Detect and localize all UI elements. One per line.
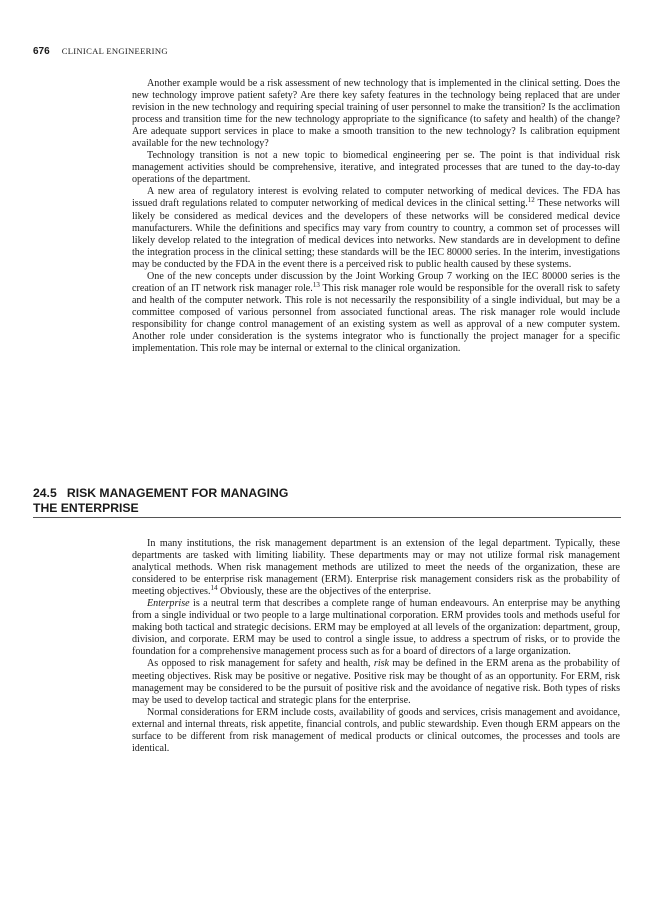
paragraph-text: is a neutral term that describes a complete range of human endeavours. An enterprise may be anything from a single individual or two people to a large multinational corporation. ERM provides tools and methods useful for making both tactical and strategic decisions. ERM may be employed at all levels of the organization: department, group, division, and corporate. ERM may be used to control a single issue, to address a spectrum of risks, or to provide the foundation for a comprehensive management process such as for a board of directors of a large organization.: [132, 598, 620, 658]
footnote-ref-14: 14: [210, 584, 218, 593]
italic-term: Enterprise: [147, 598, 190, 610]
paragraph-text: One of the new concepts under discussion by the Joint Working Group 7 working on the IEC 80000 series is the creation of an IT network risk manager role.: [132, 270, 620, 294]
paragraph: Technology transition is not a new topic to biomedical engineering per se. The point is that individual risk management activities should be comprehensive, iterative, and integrated processes that are tuned to the day-to-day operations of the department.: [132, 150, 620, 186]
footnote-ref-12: 12: [527, 196, 535, 205]
paragraph-text: These networks will likely be considered as medical devices and the developers of these networks will be considered medical device manufacturers. While the definitions and specifics may vary from country to country, a common set of processes will likely develop related to the integration of medical devices into networks. New standards are in development to define the integration process in the clinical setting; these standards will be the IEC 80000 series. In the interim, investigations may be conducted by the FDA in the event there is a perceived risk to public health caused by these systems.: [132, 198, 620, 270]
body-text-top: [132, 78, 620, 355]
footnote-ref-13: 13: [312, 280, 320, 289]
paragraph-text: A new area of regulatory interest is evolving related to computer networking of medical devices. The FDA has issued draft regulations related to computer networking of medical devices in the clinical setting.: [132, 186, 620, 210]
section-heading: [33, 486, 333, 515]
section-rule: [33, 517, 621, 518]
italic-term: risk: [373, 658, 390, 670]
paragraph-text: may be defined in the ERM arena as the probability of meeting objectives. Risk may be positive or negative. Positive risk may be thought of as an opportunity. For ERM, risk management may be considered to be the pursuit of positive risk and the avoidance of negative risk. Both types of risks may be used to develop tactical and strategic plans for the enterprise.: [132, 658, 621, 706]
paragraph: [132, 186, 620, 270]
body-text-bottom: [132, 538, 620, 755]
page-number: 676: [33, 46, 50, 57]
paragraph: Normal considerations for ERM include costs, availability of goods and services, crisis management and avoidance, external and internal threats, risk appetite, financial controls, and public stewardship. Even though ERM appears on the surface to be different from risk management of medical products or clinical outcomes, the processes and tools are identical.: [132, 706, 620, 754]
paragraph-text: As opposed to risk management for safety and health,: [147, 658, 374, 670]
running-title: CLINICAL ENGINEERING: [61, 46, 168, 56]
paragraph: [132, 598, 620, 658]
paragraph: Another example would be a risk assessment of new technology that is implemented in the clinical setting. Does the new technology improve patient safety? Are there key safety features in the technology being replaced that are under revision in the new technology and requiring special training of user personnel to make the transition? Is the acclimation process and transition time for the new technology appropriate to the significance (to safety and health) of the change? Are adequate support services in place to make a smooth transition to the new technology? Is calibration equipment available for the new technology?: [132, 78, 620, 150]
paragraph-text: Obviously, these are the objectives of the enterprise.: [217, 586, 431, 598]
paragraph: [132, 658, 620, 706]
section-number: 24.5: [33, 486, 57, 500]
paragraph: [132, 538, 620, 598]
section-title-line1: RISK MANAGEMENT FOR MANAGING: [66, 486, 289, 500]
paragraph-text: This risk manager role would be responsible for the overall risk to safety and health of the computer network. This role is not necessarily the responsibility of a single individual, but may be a committee composed of various personnel from associated functional areas. The risk manager role would include responsibility for change control management of an existing system as well as approval of a new computer system. Another role under consideration is the systems integrator who is functionally the project manager for a specific implementation. This role may be internal or external to the clinical organization.: [132, 282, 620, 355]
section-title-line2: THE ENTERPRISE: [33, 500, 139, 515]
running-header: [33, 46, 168, 57]
paragraph: [132, 271, 620, 355]
paragraph-text: In many institutions, the risk management department is an extension of the legal department. Typically, these departments are tasked with limiting liability. These departments may or may not utilize formal risk management analytical methods. When risk management methods are utilized to meet the needs of the organization, these are considered to be enterprise risk management (ERM). Enterprise risk management considers risk as the probability of meeting objectives.: [132, 538, 620, 598]
